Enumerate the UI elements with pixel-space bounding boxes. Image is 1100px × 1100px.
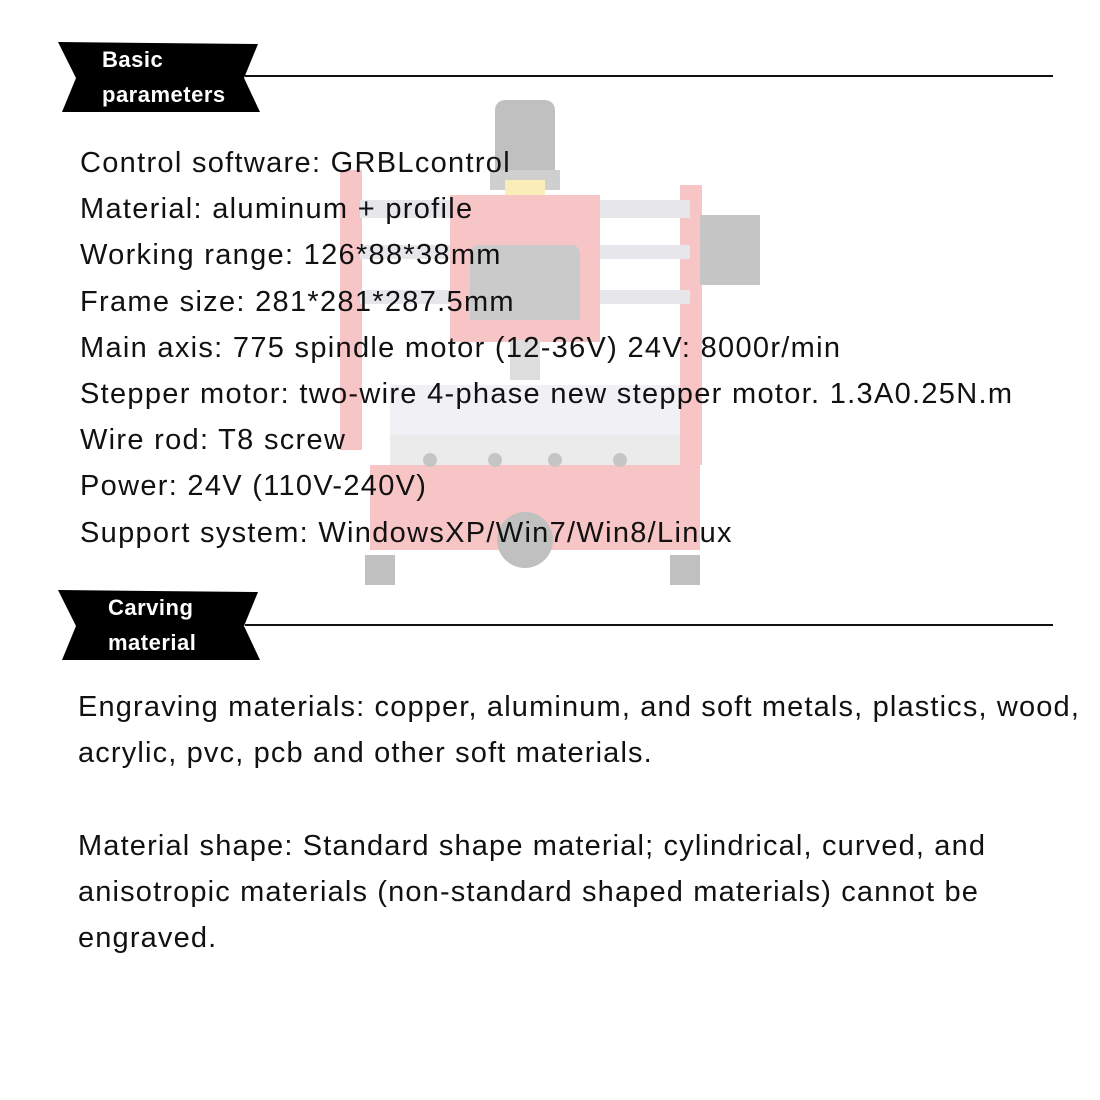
param-main-axis: Main axis: 775 spindle motor (12-36V) 24V: 8000r/min: [80, 331, 842, 364]
material-shape-paragraph: Material shape: Standard shape material; cylindrical, curved, and anisotropic materials (non-standard shaped materials) cannot be engraved.: [78, 830, 987, 954]
param-power: Power: 24V (110V-240V): [80, 470, 428, 503]
param-support-system: Support system: WindowsXP/Win7/Win8/Linux: [80, 516, 733, 549]
basic-parameters-banner: [58, 42, 262, 114]
banner-heading: [102, 42, 226, 112]
banner-heading-line1: Carving: [108, 595, 194, 620]
section-divider: [245, 624, 1053, 626]
param-wire-rod: Wire rod: T8 screw: [80, 424, 347, 457]
param-working-range: Working range: 126*88*38mm: [80, 239, 502, 272]
parameter-list: [80, 140, 1013, 556]
banner-heading-line1: Basic: [102, 47, 164, 72]
param-frame-size: Frame size: 281*281*287.5mm: [80, 285, 515, 318]
banner-heading-line2: material: [108, 630, 197, 655]
banner-heading-line2: parameters: [102, 82, 226, 107]
banner-heading: [108, 590, 196, 660]
param-stepper-motor: Stepper motor: two-wire 4-phase new stepper motor. 1.3A0.25N.m: [80, 378, 1014, 411]
engraving-materials-paragraph: Engraving materials: copper, aluminum, and soft metals, plastics, wood, acrylic, pvc, pcb and other soft materials.: [78, 691, 1081, 769]
carving-material-banner: [58, 590, 262, 662]
section-divider: [245, 75, 1053, 77]
param-material: Material: aluminum + profile: [80, 193, 474, 226]
param-control-software: Control software: GRBLcontrol: [80, 147, 511, 179]
